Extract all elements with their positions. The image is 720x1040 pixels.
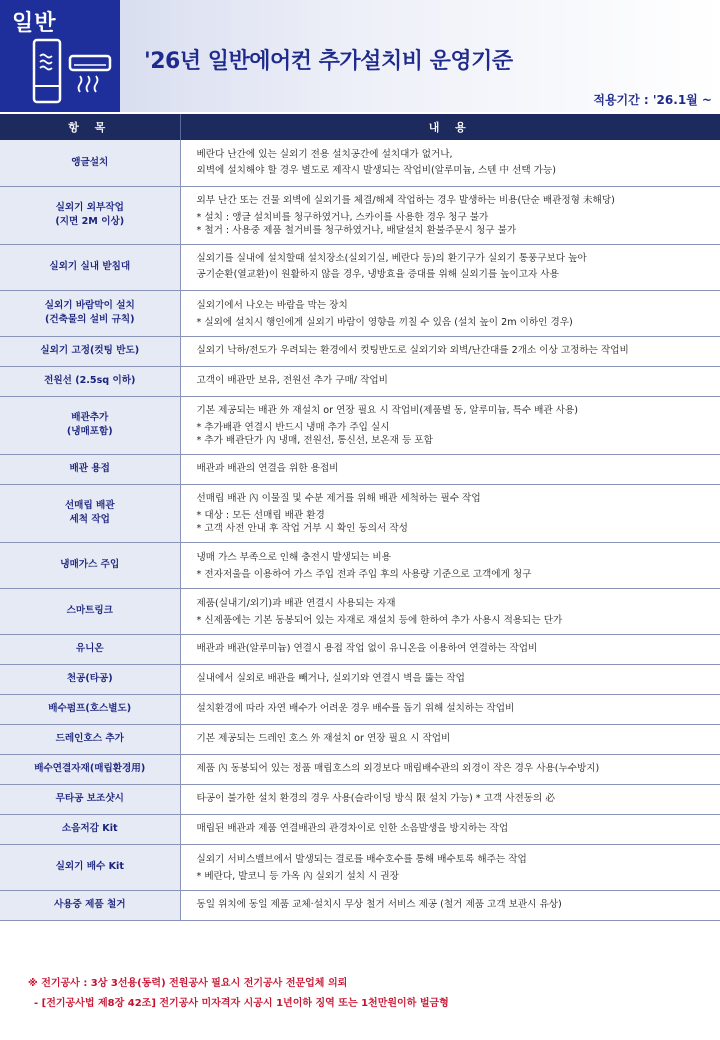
category-badge: [0, 0, 120, 112]
description-line: 베란다 난간에 있는 실외기 전용 설치공간에 설치대가 없거나,: [196, 148, 453, 160]
row-description: [180, 244, 720, 290]
row-item-text: 천공(타공): [66, 673, 113, 684]
table-row: [0, 336, 720, 366]
row-item-label: [0, 186, 180, 244]
table-row: [0, 396, 720, 454]
row-item-label: [0, 484, 180, 542]
row-item-text: 선매립 배관: [64, 500, 115, 511]
description-line: 고객이 배관만 보유, 전원선 추가 구매/ 작업비: [196, 375, 388, 386]
table-row: [0, 244, 720, 290]
description-line: 타공이 불가한 설치 환경의 경우 사용(슬라이딩 방식 限 설치 가능) * 고객 사전동의 必: [196, 793, 555, 804]
row-item-text: (지면 2M 이상): [55, 216, 125, 227]
header: [0, 0, 720, 112]
row-item-text: 전원선 (2.5sq 이하): [44, 375, 136, 386]
row-description: [180, 754, 720, 784]
row-description: [180, 844, 720, 890]
row-description: [180, 290, 720, 336]
row-item-label: [0, 140, 180, 186]
row-item-text: 실외기 바람막이 설치: [44, 300, 135, 311]
table-row: [0, 484, 720, 542]
page-title: '26년 일반에어컨 추가설치비 운영기준: [144, 49, 513, 74]
row-item-label: [0, 844, 180, 890]
row-description: [180, 336, 720, 366]
table-header-row: [0, 114, 720, 140]
table-row: [0, 890, 720, 920]
row-item-label: [0, 694, 180, 724]
row-item-text: 실외기 외부작업: [55, 202, 124, 213]
row-item-text: 배관 용접: [69, 463, 110, 474]
table-row: [0, 366, 720, 396]
row-item-text: 유니온: [75, 643, 104, 654]
description-line: 배관과 배관의 연결을 위한 용접비: [196, 463, 339, 474]
description-line: 외벽에 설치해야 할 경우 별도로 제작시 발생되는 작업비(알루미늄, 스텐 中 선택 가능): [196, 164, 557, 176]
row-item-label: [0, 454, 180, 484]
table-row: [0, 754, 720, 784]
row-item-label: [0, 634, 180, 664]
row-item-text: 드레인호스 추가: [55, 733, 124, 744]
category-badge-label: 일반: [12, 11, 57, 36]
row-description: [180, 588, 720, 634]
row-item-text: 무타공 보조샷시: [55, 793, 124, 804]
row-description: [180, 634, 720, 664]
description-line: 실외기를 실내에 설치할때 설치장소(실외기실, 베란다 등)의 환기구가 실외기 통풍구보다 높아: [196, 253, 587, 264]
table-row: [0, 664, 720, 694]
row-item-text: 실외기 배수 Kit: [55, 861, 124, 872]
row-item-label: [0, 890, 180, 920]
row-item-text: 배수펌프(호스별도): [48, 703, 132, 714]
description-note: * 신제품에는 기본 동봉되어 있는 자재로 재설치 등에 한하여 추가 사용시 적용되는 단가: [196, 614, 563, 626]
table-row: [0, 724, 720, 754]
description-line: 냉매 가스 부족으로 인해 충전시 발생되는 비용: [196, 551, 391, 563]
table-row: [0, 814, 720, 844]
row-item-label: [0, 336, 180, 366]
description-note: * 베란다, 발코니 등 가옥 內 실외기 설치 시 권장: [196, 870, 399, 882]
description-line: 실외기 서비스밸브에서 발생되는 결로를 배수호수를 통해 배수토록 해주는 작업: [196, 853, 527, 865]
row-description: [180, 724, 720, 754]
row-item-label: [0, 244, 180, 290]
description-line: 기본 제공되는 드레인 호스 外 재설치 or 연장 필요 시 작업비: [196, 733, 451, 744]
air-conditioner-icon: [30, 38, 114, 106]
applicable-period: 적용기간 : '26.1월 ~: [593, 93, 712, 107]
row-description: [180, 542, 720, 588]
description-note: * 추가 배관단가 內 냉매, 전원선, 통신선, 보온재 등 포함: [196, 435, 433, 446]
cost-table: [0, 114, 720, 921]
row-item-text: (냉매포함): [66, 426, 113, 437]
description-line: 실외기에서 나오는 바람을 막는 장치: [196, 299, 348, 311]
row-description: [180, 140, 720, 186]
table-row: [0, 634, 720, 664]
column-header-content: 내 용: [180, 114, 720, 140]
description-note: * 실외에 설치시 행인에게 실외기 바람이 영향을 끼칠 수 있음 (설치 높이 2m 이하인 경우): [196, 316, 573, 328]
table-row: [0, 454, 720, 484]
table-row: [0, 290, 720, 336]
description-line: 실내에서 실외로 배관을 빼거나, 실외기와 연결시 벽을 뚫는 작업: [196, 673, 465, 684]
description-line: 제품(실내기/외기)과 배관 연결시 사용되는 자재: [196, 597, 396, 609]
table-row: [0, 844, 720, 890]
row-item-label: [0, 814, 180, 844]
row-item-label: [0, 290, 180, 336]
footer-line-2: - [전기공사법 제8장 42조] 전기공사 미자격자 시공시 1년이하 징역 또는 1천만원이하 벌금형: [34, 998, 449, 1009]
description-line: 선매립 배관 內 이물질 및 수분 제거를 위해 배관 세척하는 필수 작업: [196, 493, 481, 504]
description-note: * 설치 : 앵글 설치비를 청구하였거나, 스카이를 사용한 경우 청구 불가: [196, 212, 489, 223]
description-line: 외부 난간 또는 건물 외벽에 실외기를 체결/해체 작업하는 경우 발생하는 비용(단순 배관정형 未해당): [196, 195, 615, 206]
row-description: [180, 396, 720, 454]
row-description: [180, 186, 720, 244]
description-note: * 고객 사전 안내 후 작업 거부 시 확인 동의서 작성: [196, 523, 408, 534]
row-item-text: 배관추가: [71, 412, 109, 423]
row-description: [180, 814, 720, 844]
row-item-text: 배수연결자재(매립환경用): [34, 763, 146, 774]
row-description: [180, 366, 720, 396]
description-line: 제품 內 동봉되어 있는 정품 매립호스의 외경보다 매립배수관의 외경이 작은 경우 사용(누수방지): [196, 763, 600, 774]
row-item-label: [0, 784, 180, 814]
row-item-text: 소음저감 Kit: [61, 823, 118, 834]
row-item-label: [0, 724, 180, 754]
footer-line-1: ※ 전기공사 : 3상 3선용(동력) 전원공사 필요시 전기공사 전문업체 의뢰: [28, 978, 348, 989]
table-row: [0, 186, 720, 244]
row-item-text: 사용중 제품 철거: [53, 899, 126, 910]
description-line: 배관과 배관(알루미늄) 연결시 용접 작업 없이 유니온을 이용하여 연결하는 작업비: [196, 643, 538, 654]
row-item-text: (건축물의 설비 규칙): [44, 314, 135, 325]
row-description: [180, 784, 720, 814]
row-item-label: [0, 396, 180, 454]
row-description: [180, 890, 720, 920]
table-row: [0, 140, 720, 186]
row-item-label: [0, 542, 180, 588]
row-item-text: 실외기 고정(컷팅 반도): [40, 345, 140, 356]
description-note: * 전자저울을 이용하여 가스 주입 전과 주입 후의 사용량 기준으로 고객에게 청구: [196, 568, 532, 580]
row-item-text: 앵글설치: [71, 156, 109, 168]
description-note: * 대상 : 모든 선매립 배관 환경: [196, 510, 325, 521]
row-description: [180, 484, 720, 542]
row-description: [180, 664, 720, 694]
table-row: [0, 784, 720, 814]
column-header-item: 항 목: [0, 114, 180, 140]
table-row: [0, 542, 720, 588]
row-item-label: [0, 366, 180, 396]
footer-notice: [28, 974, 449, 1014]
row-item-label: [0, 754, 180, 784]
description-line: 매립된 배관과 제품 연결배관의 관경차이로 인한 소음발생을 방지하는 작업: [196, 823, 509, 834]
table-row: [0, 588, 720, 634]
description-line: 공기순환(열교환)이 원활하지 않을 경우, 냉방효율 증대를 위해 실외기를 높이고자 사용: [196, 269, 559, 280]
description-note: * 추가배관 연결시 반드시 냉매 추가 주입 실시: [196, 422, 390, 433]
description-line: 설치환경에 따라 자연 배수가 어려운 경우 배수를 돕기 위해 설치하는 작업비: [196, 703, 515, 714]
table-row: [0, 694, 720, 724]
row-item-text: 스마트링크: [66, 605, 113, 616]
row-item-label: [0, 664, 180, 694]
row-item-text: 냉매가스 주입: [60, 559, 120, 570]
description-line: 실외기 낙하/전도가 우려되는 환경에서 컷팅반도로 실외기와 외벽/난간대를 2개소 이상 고정하는 작업비: [196, 345, 629, 356]
description-note: * 철거 : 사용중 제품 철거비를 청구하였거나, 배달설치 환불주문시 청구 불가: [196, 225, 517, 236]
row-description: [180, 694, 720, 724]
row-description: [180, 454, 720, 484]
description-line: 동일 위치에 동일 제품 교체·설치시 무상 철거 서비스 제공 (철거 제품 고객 보관시 유상): [196, 899, 562, 910]
row-item-label: [0, 588, 180, 634]
description-line: 기본 제공되는 배관 外 재설치 or 연장 필요 시 작업비(제품별 동, 알루미늄, 특수 배관 사용): [196, 405, 579, 416]
row-item-text: 세척 작업: [69, 514, 110, 525]
row-item-text: 실외기 실내 받침대: [49, 261, 131, 272]
